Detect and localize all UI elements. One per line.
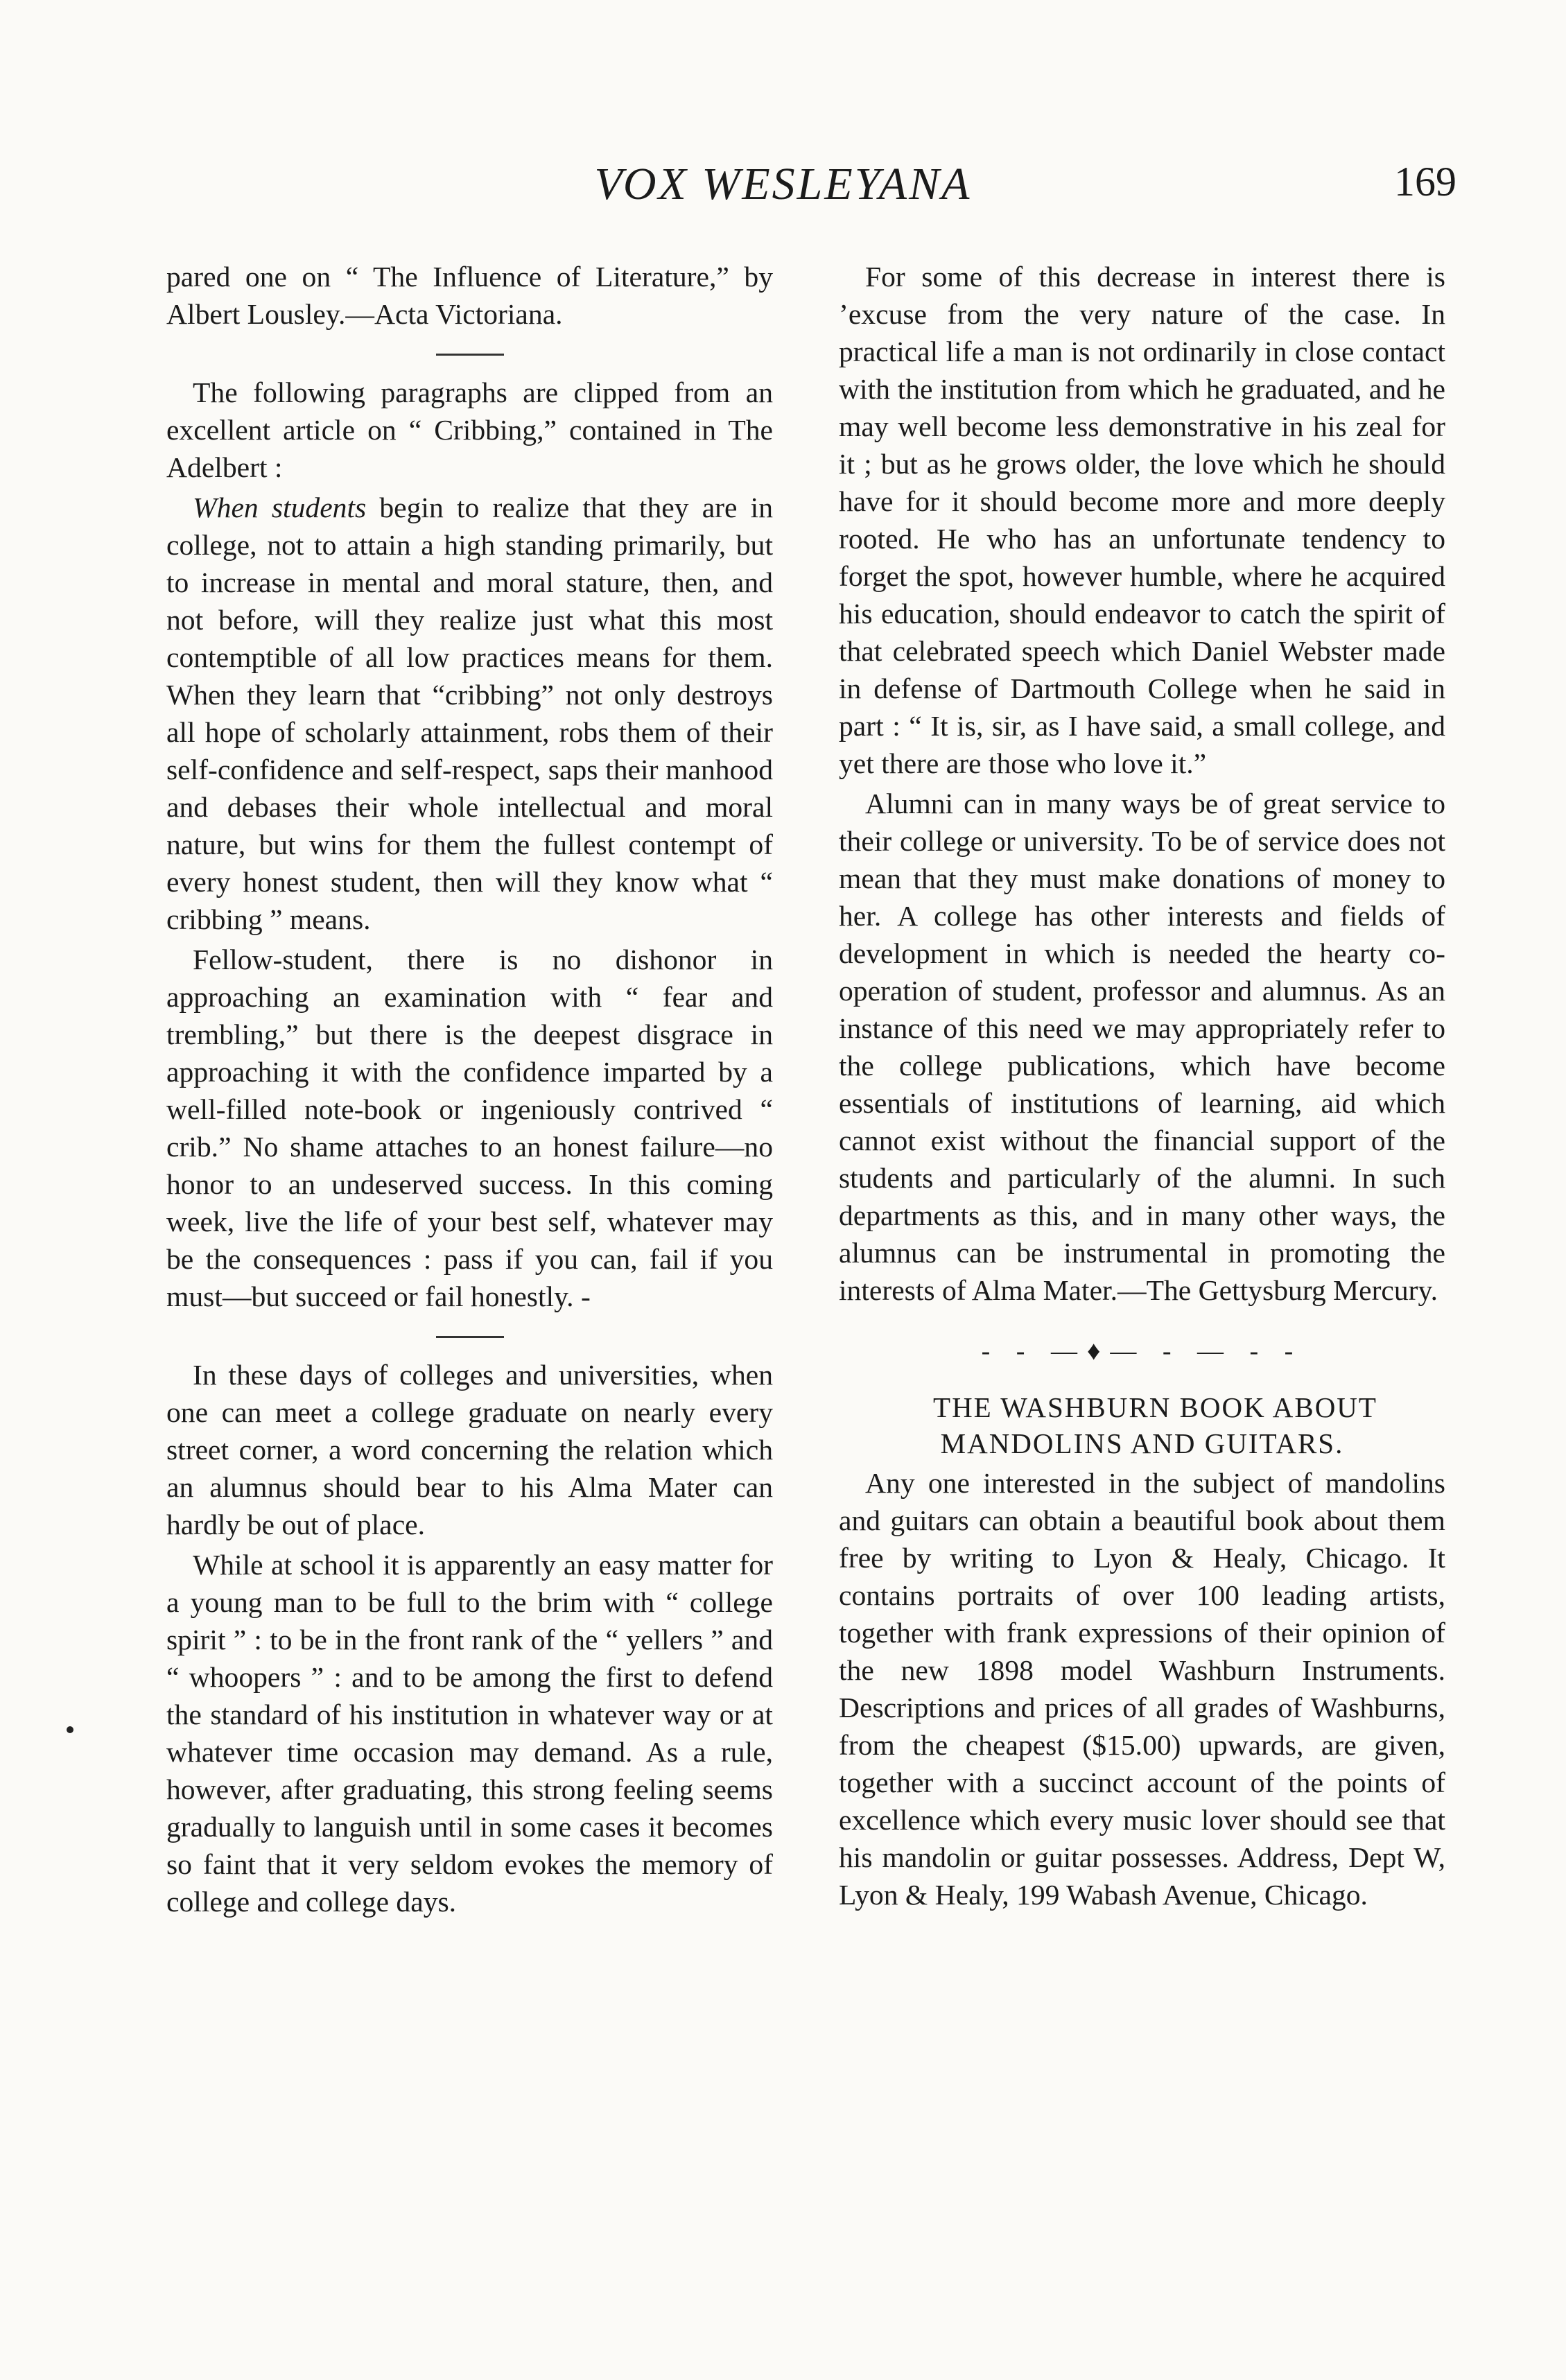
- stray-ink-dot: [67, 1726, 73, 1733]
- journal-title: VOX WESLEYANA: [594, 159, 972, 209]
- alumnus-intro-paragraph: In these days of colleges and universities, when one can meet a college graduate on nearly every street corner, a word concerning the relation which an alumnus should bear to his Alma Mater can hardly be out of place.: [166, 1359, 773, 1540]
- clipping-intro-paragraph: The following paragraphs are clipped from an excellent article on “ Cribbing,” contained in The Adelbert :: [166, 376, 773, 483]
- cribbing-paragraph-text: begin to realize that they are in college, not to attain a high standing primarily, but to increase in mental and moral stature, then, and not before, will they realize just what this most contemptible of all low practices means for them. When they learn that “cribbing” not only destroys all hope of scholarly attainment, robs them of their self-confidence and self-respect, saps their manhood and debases their whole intellectual and moral nature, but wins for them the fullest contempt of every honest student, then will they know what “ cribbing ” means.: [166, 492, 773, 935]
- washburn-paragraph: Any one interested in the subject of mandolins and guitars can obtain a beautiful book about them free by writing to Lyon & Healy, Chicago. It contains portraits of over 100 leading artists, together with frank expressions of their opinion of the new 1898 model Washburn Instruments. Descriptions and prices of all grades of Washburns, from the cheapest ($15.00) upwards, are given, together with a succinct account of the points of excellence which every music lover should see that his mandolin or guitar possesses. Address, Dept W, Lyon & Healy, 199 Wabash Avenue, Chicago.: [839, 1467, 1445, 1911]
- running-header: [0, 158, 1566, 214]
- decrease-interest-paragraph: For some of this decrease in interest there is ’excuse from the very nature of the case. In practical life a man is not ordinarily in close contact with the institution from which he graduated, and he may well become less demonstrative in his zeal for it ; but as he grows older, the love which he should have for it should become more and more deeply rooted. He who has an unfortunate tendency to forget the spot, however humble, where he acquired his education, should endeavor to catch the spirit of that celebrated speech which Daniel Webster made in defense of Dartmouth College when he said in part : “ It is, sir, as I have said, a small college, and yet there are those who love it.”: [839, 261, 1445, 779]
- trailing-mark: -: [580, 1280, 591, 1312]
- alumni-service-paragraph: Alumni can in many ways be of great service to their college or university. To be of service does not mean that they must make donations of money to her. A college has other interests and fields of development in which is needed the hearty co-operation of student, professor and alumnus. As an instance of this need we may appropriately refer to the college publications, which have become essentials of institutions of learning, aid which cannot exist without the financial support of the students and particularly of the alumni. In such departments as this, and in many other ways, the alumnus can be instrumental in promoting the interests of Alma Mater.—The Gettysburg Mercury.: [839, 788, 1445, 1306]
- fellow-student-paragraph: [166, 941, 773, 1315]
- section-heading: THE WASHBURN BOOK ABOUT MANDOLINS AND GUITARS.: [933, 1391, 1377, 1459]
- left-column: [166, 258, 773, 1920]
- section-rule: [436, 1336, 504, 1338]
- ornament-divider: - - —♦— - — - -: [981, 1337, 1303, 1366]
- fellow-student-text: Fellow-student, there is no dishonor in approaching an examination with “ fear and trembling,” but there is the deepest disgrace in approaching it with the confidence imparted by a well-filled note-book or ingeniously contrived “ crib.” No shame attaches to an honest failure—no honor to an undeserved success. In this coming week, live the life of your best self, whatever may be the consequences : pass if you can, fail if you must—but succeed or fail honestly.: [166, 944, 773, 1312]
- continued-paragraph: pared one on “ The Influence of Literature,” by Albert Lousley.—Acta Victoriana.: [166, 261, 773, 330]
- college-spirit-paragraph: While at school it is apparently an easy matter for a young man to be full to the brim with “ college spirit ” : to be in the front rank of the “ yellers ” and “ whoopers ” : and to be among the first to defend the standard of his institution in whatever way or at whatever time occasion may demand. As a rule, however, after graduating, this strong feeling seems gradually to languish until in some cases it becomes so faint that it very seldom evokes the memory of college and college days.: [166, 1549, 773, 1918]
- italic-lead: When students: [193, 492, 367, 523]
- cribbing-paragraph: [166, 489, 773, 938]
- page-number: 169: [1394, 159, 1456, 205]
- section-rule: [436, 354, 504, 356]
- right-column: [839, 258, 1445, 1913]
